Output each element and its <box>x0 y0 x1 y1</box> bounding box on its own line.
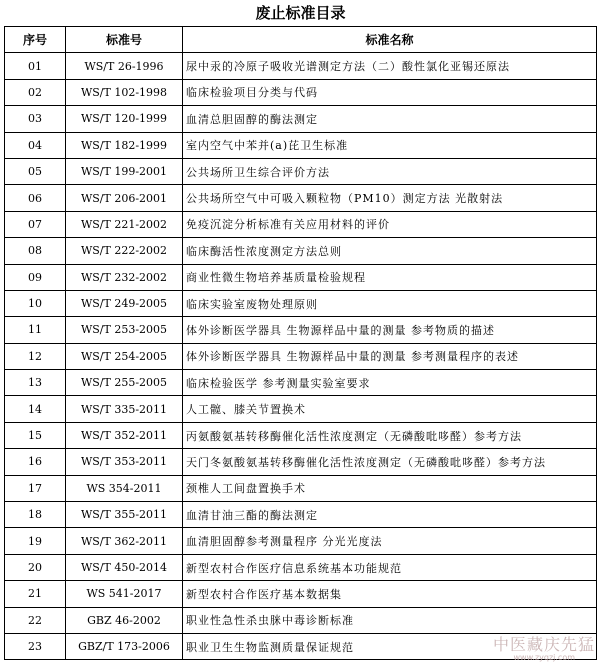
row-number: 12 <box>5 343 66 369</box>
standard-code: WS/T 232-2002 <box>66 264 183 290</box>
standard-code: WS/T 362-2011 <box>66 528 183 554</box>
standard-code: WS/T 199-2001 <box>66 158 183 184</box>
standard-code: WS/T 206-2001 <box>66 185 183 211</box>
page-title: 废止标准目录 <box>255 4 346 22</box>
standard-code: WS/T 221-2002 <box>66 211 183 237</box>
standard-code: WS/T 355-2011 <box>66 502 183 528</box>
table-row <box>5 264 597 290</box>
standard-code: GBZ/T 173-2006 <box>66 633 183 659</box>
watermark-logo <box>455 628 595 662</box>
standard-code: WS/T 335-2011 <box>66 396 183 422</box>
table-row <box>5 343 597 369</box>
row-number: 22 <box>5 607 66 633</box>
standard-name: 血清甘油三酯的酶法测定 <box>183 502 597 528</box>
standard-code: WS 541-2017 <box>66 581 183 607</box>
standard-code: WS/T 353-2011 <box>66 449 183 475</box>
standard-name: 新型农村合作医疗信息系统基本功能规范 <box>183 554 597 580</box>
row-number: 08 <box>5 238 66 264</box>
table-row <box>5 238 597 264</box>
row-number: 09 <box>5 264 66 290</box>
row-number: 05 <box>5 158 66 184</box>
standard-name: 职业性急性杀虫脒中毒诊断标准 <box>183 607 597 633</box>
row-number: 04 <box>5 132 66 158</box>
standard-name: 人工髋、膝关节置换术 <box>183 396 597 422</box>
standards-table <box>4 26 597 660</box>
standard-code: WS 354-2011 <box>66 475 183 501</box>
row-number: 20 <box>5 554 66 580</box>
table-body <box>5 53 597 660</box>
row-number: 06 <box>5 185 66 211</box>
standard-code: GBZ 46-2002 <box>66 607 183 633</box>
table-row <box>5 106 597 132</box>
table-row <box>5 581 597 607</box>
table-row <box>5 370 597 396</box>
watermark-url: www.zyqzj.com <box>513 653 575 662</box>
standard-code: WS/T 255-2005 <box>66 370 183 396</box>
standard-name: 临床检验医学 参考测量实验室要求 <box>183 370 597 396</box>
table-row <box>5 528 597 554</box>
standard-code: WS/T 352-2011 <box>66 422 183 448</box>
row-number: 16 <box>5 449 66 475</box>
standard-code: WS/T 222-2002 <box>66 238 183 264</box>
standard-name: 天门冬氨酸氨基转移酶催化活性浓度测定（无磷酸吡哆醛）参考方法 <box>183 449 597 475</box>
standard-code: WS/T 102-1998 <box>66 79 183 105</box>
standard-name: 免疫沉淀分析标准有关应用材料的评价 <box>183 211 597 237</box>
table-row <box>5 53 597 79</box>
row-number: 13 <box>5 370 66 396</box>
row-number: 18 <box>5 502 66 528</box>
row-number: 03 <box>5 106 66 132</box>
table-row <box>5 185 597 211</box>
header-code: 标准号 <box>66 27 183 53</box>
table-row <box>5 554 597 580</box>
standard-name: 临床酶活性浓度测定方法总则 <box>183 238 597 264</box>
standard-name: 颈椎人工间盘置换手术 <box>183 475 597 501</box>
standard-name: 职业卫生生物监测质量保证规范 <box>183 633 597 659</box>
standard-name: 公共场所空气中可吸入颗粒物（PM10）测定方法 光散射法 <box>183 185 597 211</box>
table-row <box>5 79 597 105</box>
standard-code: WS/T 26-1996 <box>66 53 183 79</box>
standard-name: 室内空气中苯并(a)芘卫生标准 <box>183 132 597 158</box>
standard-name: 体外诊断医学器具 生物源样品中量的测量 参考物质的描述 <box>183 317 597 343</box>
standard-code: WS/T 182-1999 <box>66 132 183 158</box>
watermark-text: 中医藏庆先猛 <box>492 635 595 654</box>
row-number: 19 <box>5 528 66 554</box>
standard-name: 公共场所卫生综合评价方法 <box>183 158 597 184</box>
table-row <box>5 475 597 501</box>
table-row <box>5 396 597 422</box>
row-number: 10 <box>5 290 66 316</box>
row-number: 17 <box>5 475 66 501</box>
row-number: 01 <box>5 53 66 79</box>
standard-code: WS/T 249-2005 <box>66 290 183 316</box>
table-row <box>5 422 597 448</box>
table-row <box>5 502 597 528</box>
table-row <box>5 449 597 475</box>
standard-name: 新型农村合作医疗基本数据集 <box>183 581 597 607</box>
row-number: 23 <box>5 633 66 659</box>
standard-name: 血清总胆固醇的酶法测定 <box>183 106 597 132</box>
table-row <box>5 211 597 237</box>
standard-name: 体外诊断医学器具 生物源样品中量的测量 参考测量程序的表述 <box>183 343 597 369</box>
row-number: 02 <box>5 79 66 105</box>
row-number: 11 <box>5 317 66 343</box>
row-number: 14 <box>5 396 66 422</box>
table-row <box>5 158 597 184</box>
table-row <box>5 132 597 158</box>
standard-code: WS/T 253-2005 <box>66 317 183 343</box>
standard-name: 丙氨酸氨基转移酶催化活性浓度测定（无磷酸吡哆醛）参考方法 <box>183 422 597 448</box>
standard-code: WS/T 254-2005 <box>66 343 183 369</box>
standard-name: 尿中汞的冷原子吸收光谱测定方法（二）酸性氯化亚锡还原法 <box>183 53 597 79</box>
row-number: 21 <box>5 581 66 607</box>
table-row <box>5 317 597 343</box>
standard-name: 血清胆固醇参考测量程序 分光光度法 <box>183 528 597 554</box>
standard-code: WS/T 450-2014 <box>66 554 183 580</box>
table-row <box>5 290 597 316</box>
standard-name: 临床实验室废物处理原则 <box>183 290 597 316</box>
standard-name: 商业性微生物培养基质量检验规程 <box>183 264 597 290</box>
row-number: 15 <box>5 422 66 448</box>
header-num: 序号 <box>5 27 66 53</box>
row-number: 07 <box>5 211 66 237</box>
standard-code: WS/T 120-1999 <box>66 106 183 132</box>
table-header-row <box>5 27 597 53</box>
header-name: 标准名称 <box>183 27 597 53</box>
standard-name: 临床检验项目分类与代码 <box>183 79 597 105</box>
